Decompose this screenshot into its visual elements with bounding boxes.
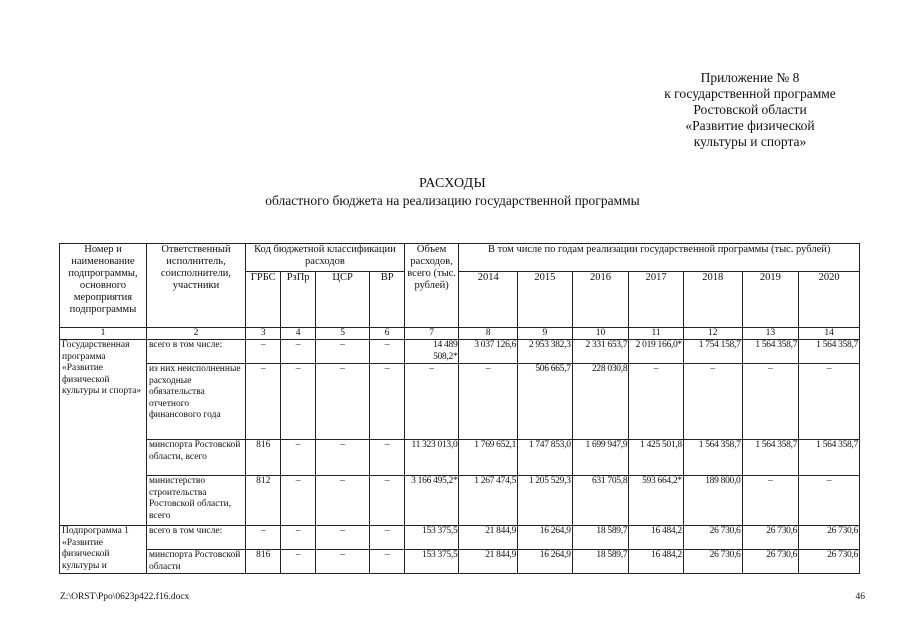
year-cell: 21 844,9	[459, 550, 518, 574]
appendix-line: «Развитие физической	[685, 118, 815, 133]
rzpr-cell: –	[281, 440, 315, 476]
year-cell: 16 264,9	[518, 526, 573, 550]
year-cell: –	[459, 364, 518, 440]
vr-cell: –	[370, 550, 404, 574]
header-year: 2019	[742, 272, 799, 328]
table-row	[60, 440, 860, 476]
rzpr-cell: –	[281, 476, 315, 526]
grbs-cell: –	[246, 526, 281, 550]
column-number-row	[60, 328, 860, 340]
table-row	[60, 526, 860, 550]
year-cell: 593 664,2*	[629, 476, 684, 526]
csr-cell: –	[315, 364, 370, 440]
vr-cell: –	[370, 440, 404, 476]
subprogram-name: Подпрограмма 1 «Развитие физической культуры и	[60, 526, 147, 574]
csr-cell: –	[315, 340, 370, 364]
rzpr-cell: –	[281, 550, 315, 574]
column-number: 14	[799, 328, 860, 340]
year-cell: 2 019 166,0*	[629, 340, 684, 364]
year-cell: 189 800,0	[683, 476, 742, 526]
grbs-cell: –	[246, 340, 281, 364]
year-cell: 1 564 358,7	[799, 340, 860, 364]
year-cell: 2 953 382,3	[518, 340, 573, 364]
year-cell: –	[683, 364, 742, 440]
csr-cell: –	[315, 550, 370, 574]
total-cell: –	[404, 364, 459, 440]
rzpr-cell: –	[281, 526, 315, 550]
total-cell: 153 375,5	[404, 550, 459, 574]
year-cell: 16 264,9	[518, 550, 573, 574]
year-cell: 1 205 529,3	[518, 476, 573, 526]
executor-cell: министерство строительства Ростовской области, всего	[146, 476, 245, 526]
vr-cell: –	[370, 364, 404, 440]
rzpr-cell: –	[281, 364, 315, 440]
header-year: 2017	[629, 272, 684, 328]
year-cell: 26 730,6	[683, 526, 742, 550]
header-year: 2015	[518, 272, 573, 328]
appendix-line: Приложение № 8	[700, 70, 800, 85]
header-year: 2020	[799, 272, 860, 328]
year-cell: 21 844,9	[459, 526, 518, 550]
year-cell: 1 267 474,5	[459, 476, 518, 526]
year-cell: 26 730,6	[742, 550, 799, 574]
vr-cell: –	[370, 526, 404, 550]
document-subtitle: областного бюджета на реализацию государственной программы	[265, 193, 640, 208]
appendix-header	[600, 70, 900, 150]
year-cell: 16 484,2	[629, 526, 684, 550]
year-cell: –	[799, 364, 860, 440]
year-cell: 1 425 501,8	[629, 440, 684, 476]
year-cell: 26 730,6	[742, 526, 799, 550]
year-cell: 3 037 126,6	[459, 340, 518, 364]
header-year: 2014	[459, 272, 518, 328]
column-number: 13	[742, 328, 799, 340]
total-cell: 153 375,5	[404, 526, 459, 550]
total-cell: 11 323 013,0	[404, 440, 459, 476]
header-program-name: Номер и наименование подпрограммы, основного мероприятия подпрограммы	[60, 244, 147, 328]
csr-cell: –	[315, 476, 370, 526]
column-number: 7	[404, 328, 459, 340]
csr-cell: –	[315, 526, 370, 550]
header-grbs: ГРБС	[246, 272, 281, 328]
expenditure-table	[59, 243, 860, 574]
csr-cell: –	[315, 440, 370, 476]
year-cell: 631 705,8	[572, 476, 629, 526]
header-csr: ЦСР	[315, 272, 370, 328]
year-cell: –	[629, 364, 684, 440]
column-number: 11	[629, 328, 684, 340]
vr-cell: –	[370, 340, 404, 364]
year-cell: 1 564 358,7	[799, 440, 860, 476]
executor-cell: минспорта Ростовской области, всего	[146, 440, 245, 476]
column-number: 12	[683, 328, 742, 340]
column-number: 5	[315, 328, 370, 340]
header-years-group: В том числе по годам реализации государственной программы (тыс. рублей)	[459, 244, 860, 272]
year-cell: 18 589,7	[572, 526, 629, 550]
table-row	[60, 364, 860, 440]
executor-cell: всего в том числе:	[146, 340, 245, 364]
year-cell: 16 484,2	[629, 550, 684, 574]
column-number: 6	[370, 328, 404, 340]
vr-cell: –	[370, 476, 404, 526]
appendix-line: Ростовской области	[693, 102, 807, 117]
grbs-cell: 816	[246, 550, 281, 574]
year-cell: 1 564 358,7	[683, 440, 742, 476]
column-number: 8	[459, 328, 518, 340]
appendix-line: к государственной программе	[664, 86, 836, 101]
year-cell: 1 564 358,7	[742, 440, 799, 476]
header-year: 2016	[572, 272, 629, 328]
header-rzpr: РзПр	[281, 272, 315, 328]
executor-cell: минспорта Ростовской области	[146, 550, 245, 574]
year-cell: 26 730,6	[683, 550, 742, 574]
year-cell: 1 754 158,7	[683, 340, 742, 364]
year-cell: 18 589,7	[572, 550, 629, 574]
total-cell: 14 489 508,2*	[404, 340, 459, 364]
table-row	[60, 476, 860, 526]
page-number: 46	[855, 592, 865, 602]
year-cell: 26 730,6	[799, 550, 860, 574]
year-cell: 1 699 947,9	[572, 440, 629, 476]
year-cell: –	[742, 364, 799, 440]
year-cell: 228 030,8	[572, 364, 629, 440]
year-cell: 2 331 653,7	[572, 340, 629, 364]
appendix-line: культуры и спорта»	[693, 134, 807, 149]
column-number: 10	[572, 328, 629, 340]
header-year: 2018	[683, 272, 742, 328]
column-number: 3	[246, 328, 281, 340]
year-cell: 506 665,7	[518, 364, 573, 440]
total-cell: 3 166 495,2*	[404, 476, 459, 526]
header-code-group: Код бюджетной классификации расходов	[246, 244, 405, 272]
grbs-cell: 812	[246, 476, 281, 526]
table-row	[60, 340, 860, 364]
header-vr: ВР	[370, 272, 404, 328]
year-cell: 1 564 358,7	[742, 340, 799, 364]
year-cell: –	[799, 476, 860, 526]
year-cell: 26 730,6	[799, 526, 860, 550]
executor-cell: из них неисполненные расходные обязательства отчетного финансового года	[146, 364, 245, 440]
year-cell: –	[742, 476, 799, 526]
table-row	[60, 550, 860, 574]
grbs-cell: –	[246, 364, 281, 440]
column-number: 4	[281, 328, 315, 340]
grbs-cell: 816	[246, 440, 281, 476]
document-heading	[0, 175, 905, 209]
column-number: 1	[60, 328, 147, 340]
column-number: 9	[518, 328, 573, 340]
year-cell: 1 747 853,0	[518, 440, 573, 476]
header-volume: Объем расходов, всего (тыс. рублей)	[404, 244, 459, 328]
file-path: Z:\ORST\Ppo\0623p422.f16.docx	[60, 592, 190, 602]
year-cell: 1 769 652,1	[459, 440, 518, 476]
executor-cell: всего в том числе:	[146, 526, 245, 550]
program-name: Государственная программа «Развитие физической культуры и спорта»	[60, 340, 147, 526]
rzpr-cell: –	[281, 340, 315, 364]
header-executor: Ответственный исполнитель, соисполнители, участники	[146, 244, 245, 328]
document-title: РАСХОДЫ	[418, 176, 487, 191]
column-number: 2	[146, 328, 245, 340]
